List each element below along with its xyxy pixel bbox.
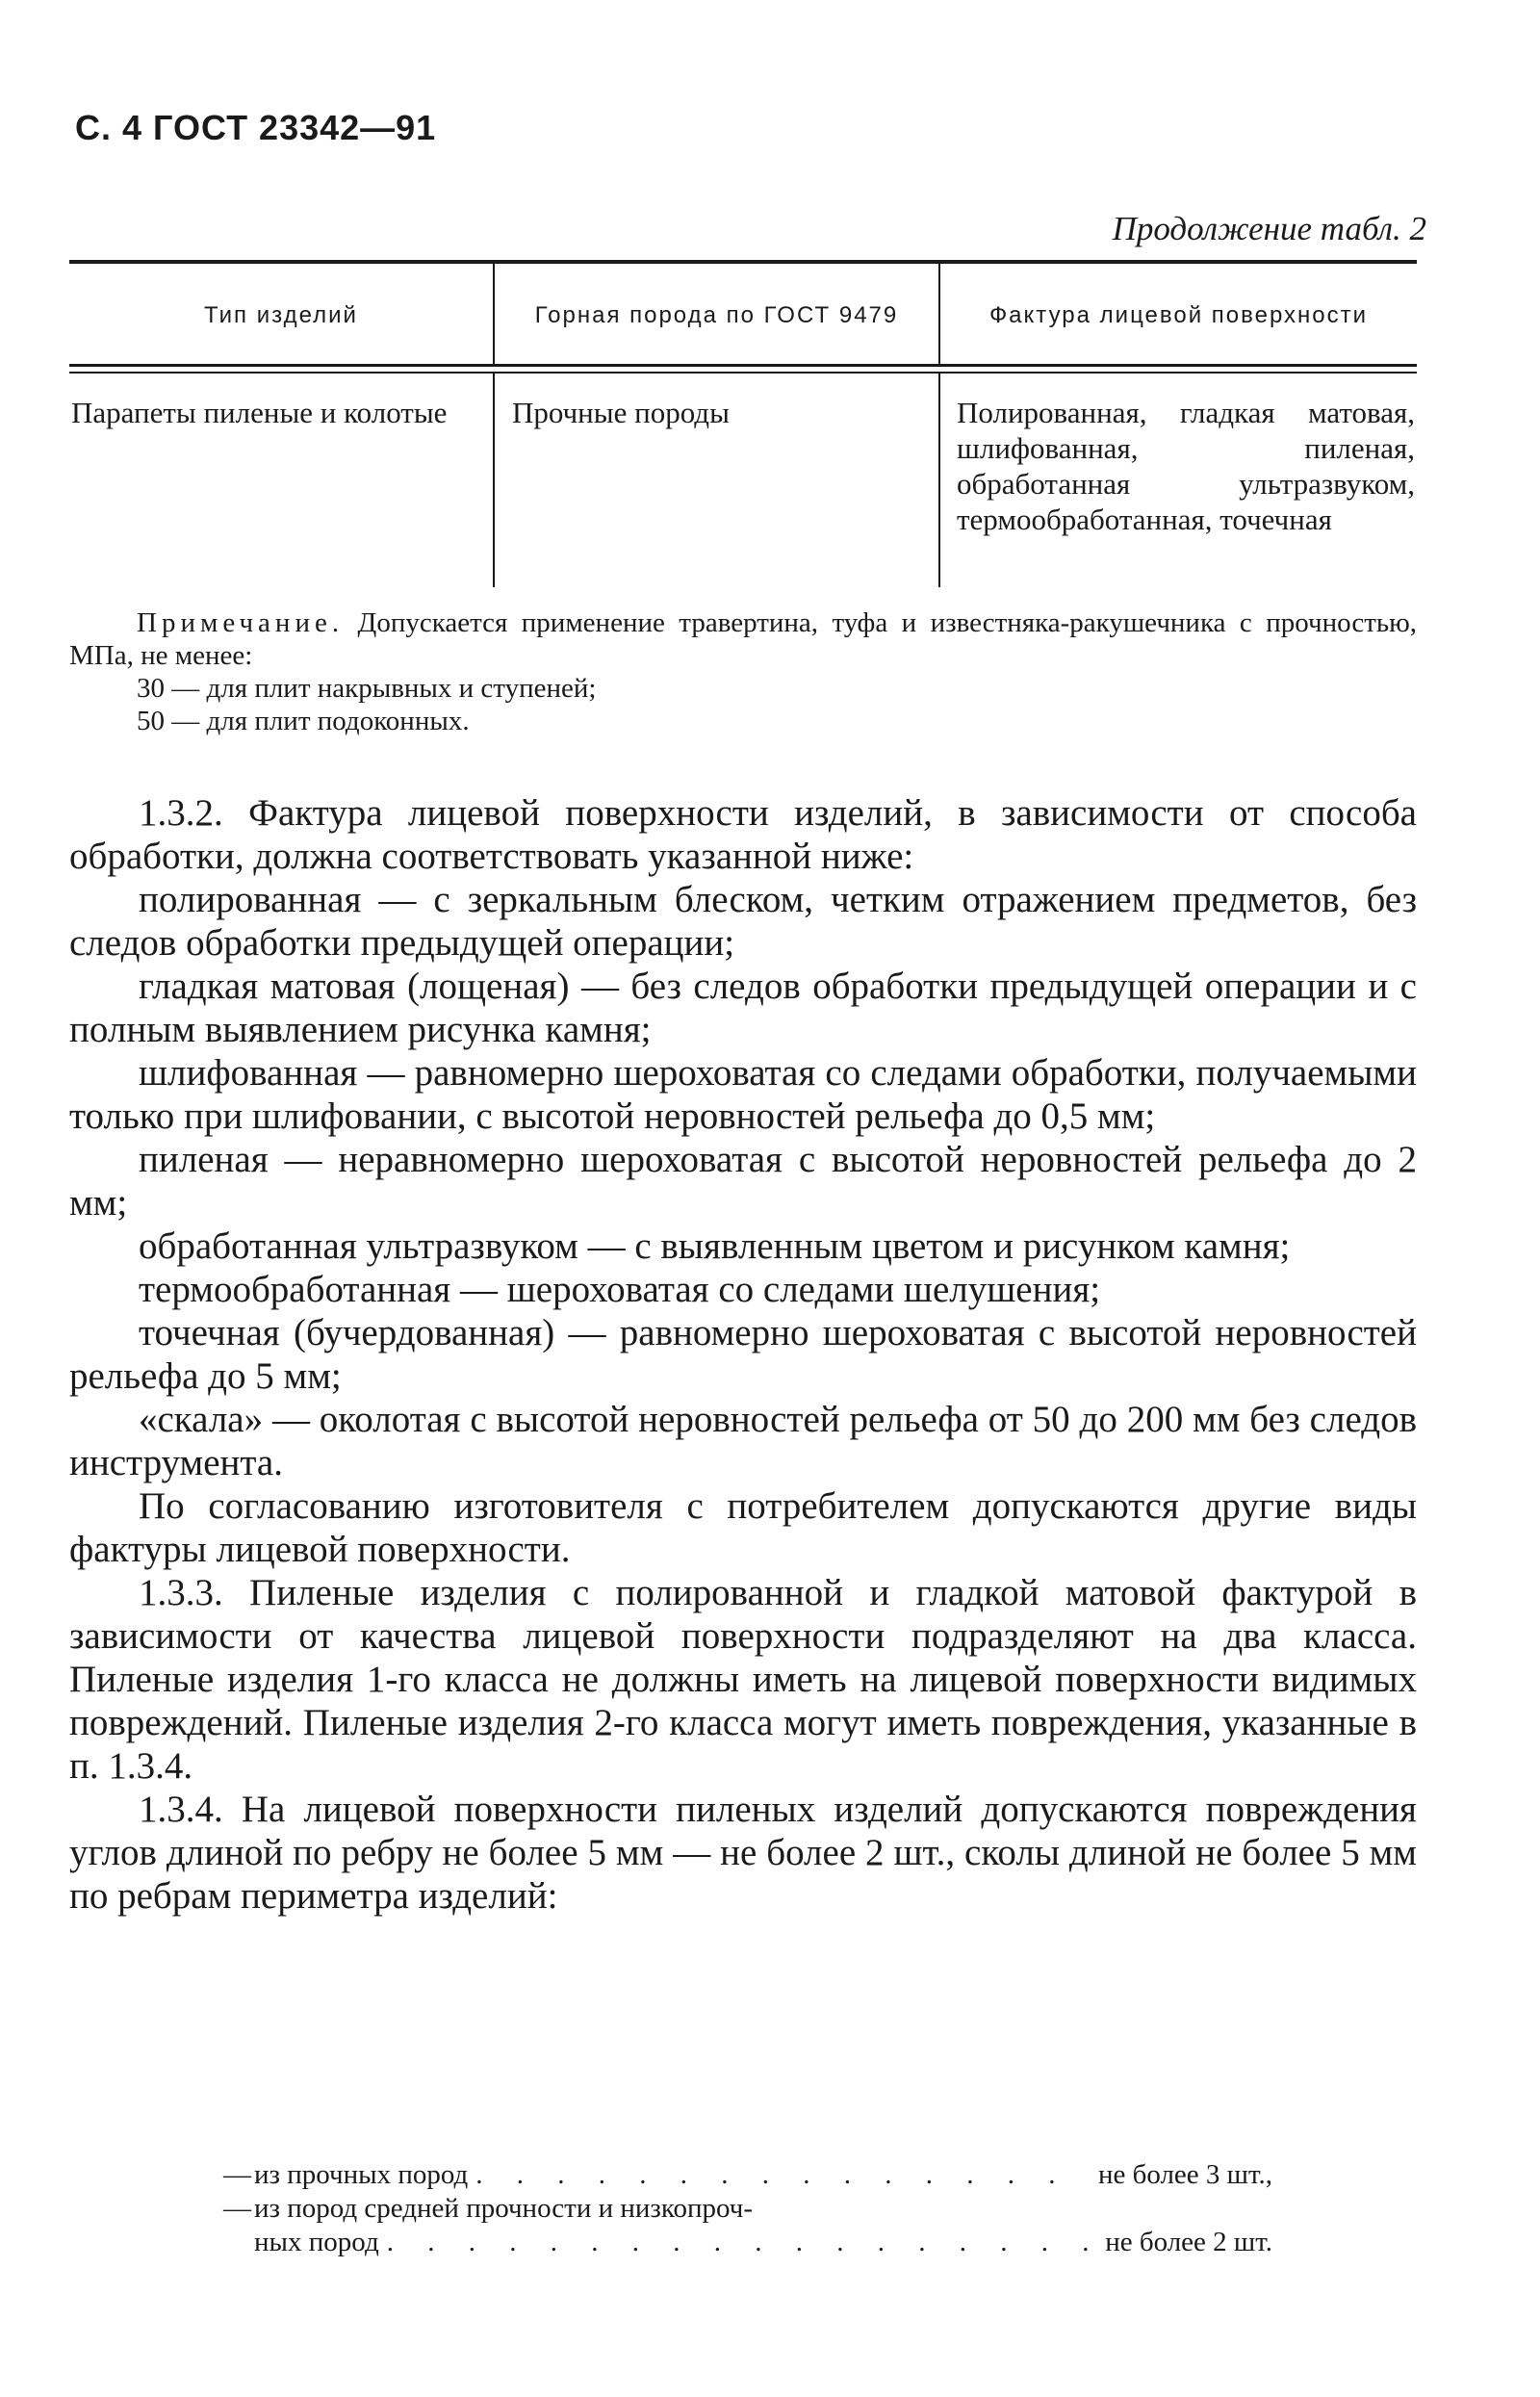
texture-ground: шлифованная — равномерно шероховатая со следами обработки, получаемыми только при шлифовании, с высотой неровностей рельефа до 0,5 мм;: [69, 1052, 1417, 1137]
texture-rock-face: «скала» — околотая с высотой неровностей рельефа от 50 до 200 мм без следов инструмента.: [69, 1399, 1417, 1483]
column-header-product-type: Тип изделий: [204, 302, 358, 328]
column-header-rock: Горная порода по ГОСТ 9479: [534, 302, 899, 328]
table-cell-rock: Прочные породы: [512, 396, 730, 429]
texture-ultrasound: обработанная ультразвуком — с выявленным цветом и рисунком камня;: [139, 1225, 1291, 1267]
texture-heat-treated: термообработанная — шероховатая со следами шелушения;: [139, 1269, 1101, 1310]
list-item-label: из прочных пород: [254, 2159, 469, 2190]
list-item-value: не более 2 шт.: [1105, 2227, 1272, 2257]
list-item-label: ных пород: [254, 2227, 379, 2257]
note-text-line: [69, 606, 1417, 672]
table-cell-product-type: Парапеты пиленые и колотые: [71, 396, 448, 429]
table-cell-surface-texture: Полированная, гладкая матовая, шлифованная, пиленая, обработанная ультразвуком, термообработанная, точечная: [957, 396, 1415, 536]
texture-polished: полированная — с зеркальным блеском, четким отражением предметов, без следов обработки предыдущей операции;: [69, 879, 1417, 964]
note-item: 30 — для плит накрывных и ступеней;: [137, 673, 597, 704]
dot-leader: [475, 2158, 1091, 2192]
paragraph-1-3-3: 1.3.3. Пиленые изделия с полированной и гладкой матовой фактурой в зависимости от качества лицевой поверхности подразделяют на два класса. Пиленые изделия 1-го класса не должны иметь на лицевой поверхности видимых повреждений. Пиленые изделия 2-го класса могут иметь повреждения, указанные в п. 1.3.4.: [69, 1572, 1417, 1787]
texture-bush-hammered: точечная (бучердованная) — равномерно шероховатая с высотой неровностей рельефа до 5 мм;: [69, 1312, 1417, 1397]
paragraph-agreement: По согласованию изготовителя с потребителем допускаются другие виды фактуры лицевой поверхности.: [69, 1485, 1417, 1570]
list-item-label: из пород средней прочности и низкопроч-: [254, 2193, 753, 2224]
running-head: С. 4 ГОСТ 23342—91: [75, 108, 437, 147]
paragraph-1-3-2: 1.3.2. Фактура лицевой поверхности изделий, в зависимости от способа обработки, должна соответствовать указанной ниже:: [69, 792, 1417, 877]
column-divider: [938, 374, 940, 587]
list-dash: —: [223, 2159, 251, 2190]
texture-sawn: пиленая — неравномерно шероховатая с высотой неровностей рельефа до 2 мм;: [69, 1139, 1417, 1224]
list-item: [223, 2158, 1272, 2192]
table-note: [69, 606, 1417, 737]
list-item-value: не более 3 шт.,: [1097, 2159, 1272, 2190]
table-top-rule: [69, 260, 1417, 264]
dot-leader: [387, 2226, 1097, 2259]
body-text: [69, 791, 1417, 1918]
table-header-rule-second: [69, 372, 1417, 374]
damage-limits-list: [223, 2158, 1272, 2259]
list-item-continuation: [223, 2226, 1272, 2259]
list-item: [223, 2192, 1272, 2226]
texture-smooth-matte: гладкая матовая (лощеная) — без следов обработки предыдущей операции и с полным выявлением рисунка камня;: [69, 966, 1417, 1050]
table-caption: Продолжение табл. 2: [1112, 210, 1426, 247]
texture-table: [69, 260, 1417, 587]
column-divider: [493, 374, 495, 587]
note-label: Примечание.: [137, 607, 345, 638]
table-header-rule: [69, 364, 1417, 367]
column-header-surface-texture: Фактура лицевой поверхности: [988, 302, 1369, 328]
note-item: 50 — для плит подоконных.: [137, 706, 470, 736]
note-text: Допускается применение травертина, туфа и известняка-ракушечника с прочностью, МПа, не менее:: [69, 607, 1418, 671]
list-dash: —: [223, 2193, 251, 2224]
paragraph-1-3-4: 1.3.4. На лицевой поверхности пиленых изделий допускаются повреждения углов длиной по ребру не более 5 мм — не более 2 шт., сколы длиной не более 5 мм по ребрам периметра изделий:: [69, 1789, 1417, 1917]
